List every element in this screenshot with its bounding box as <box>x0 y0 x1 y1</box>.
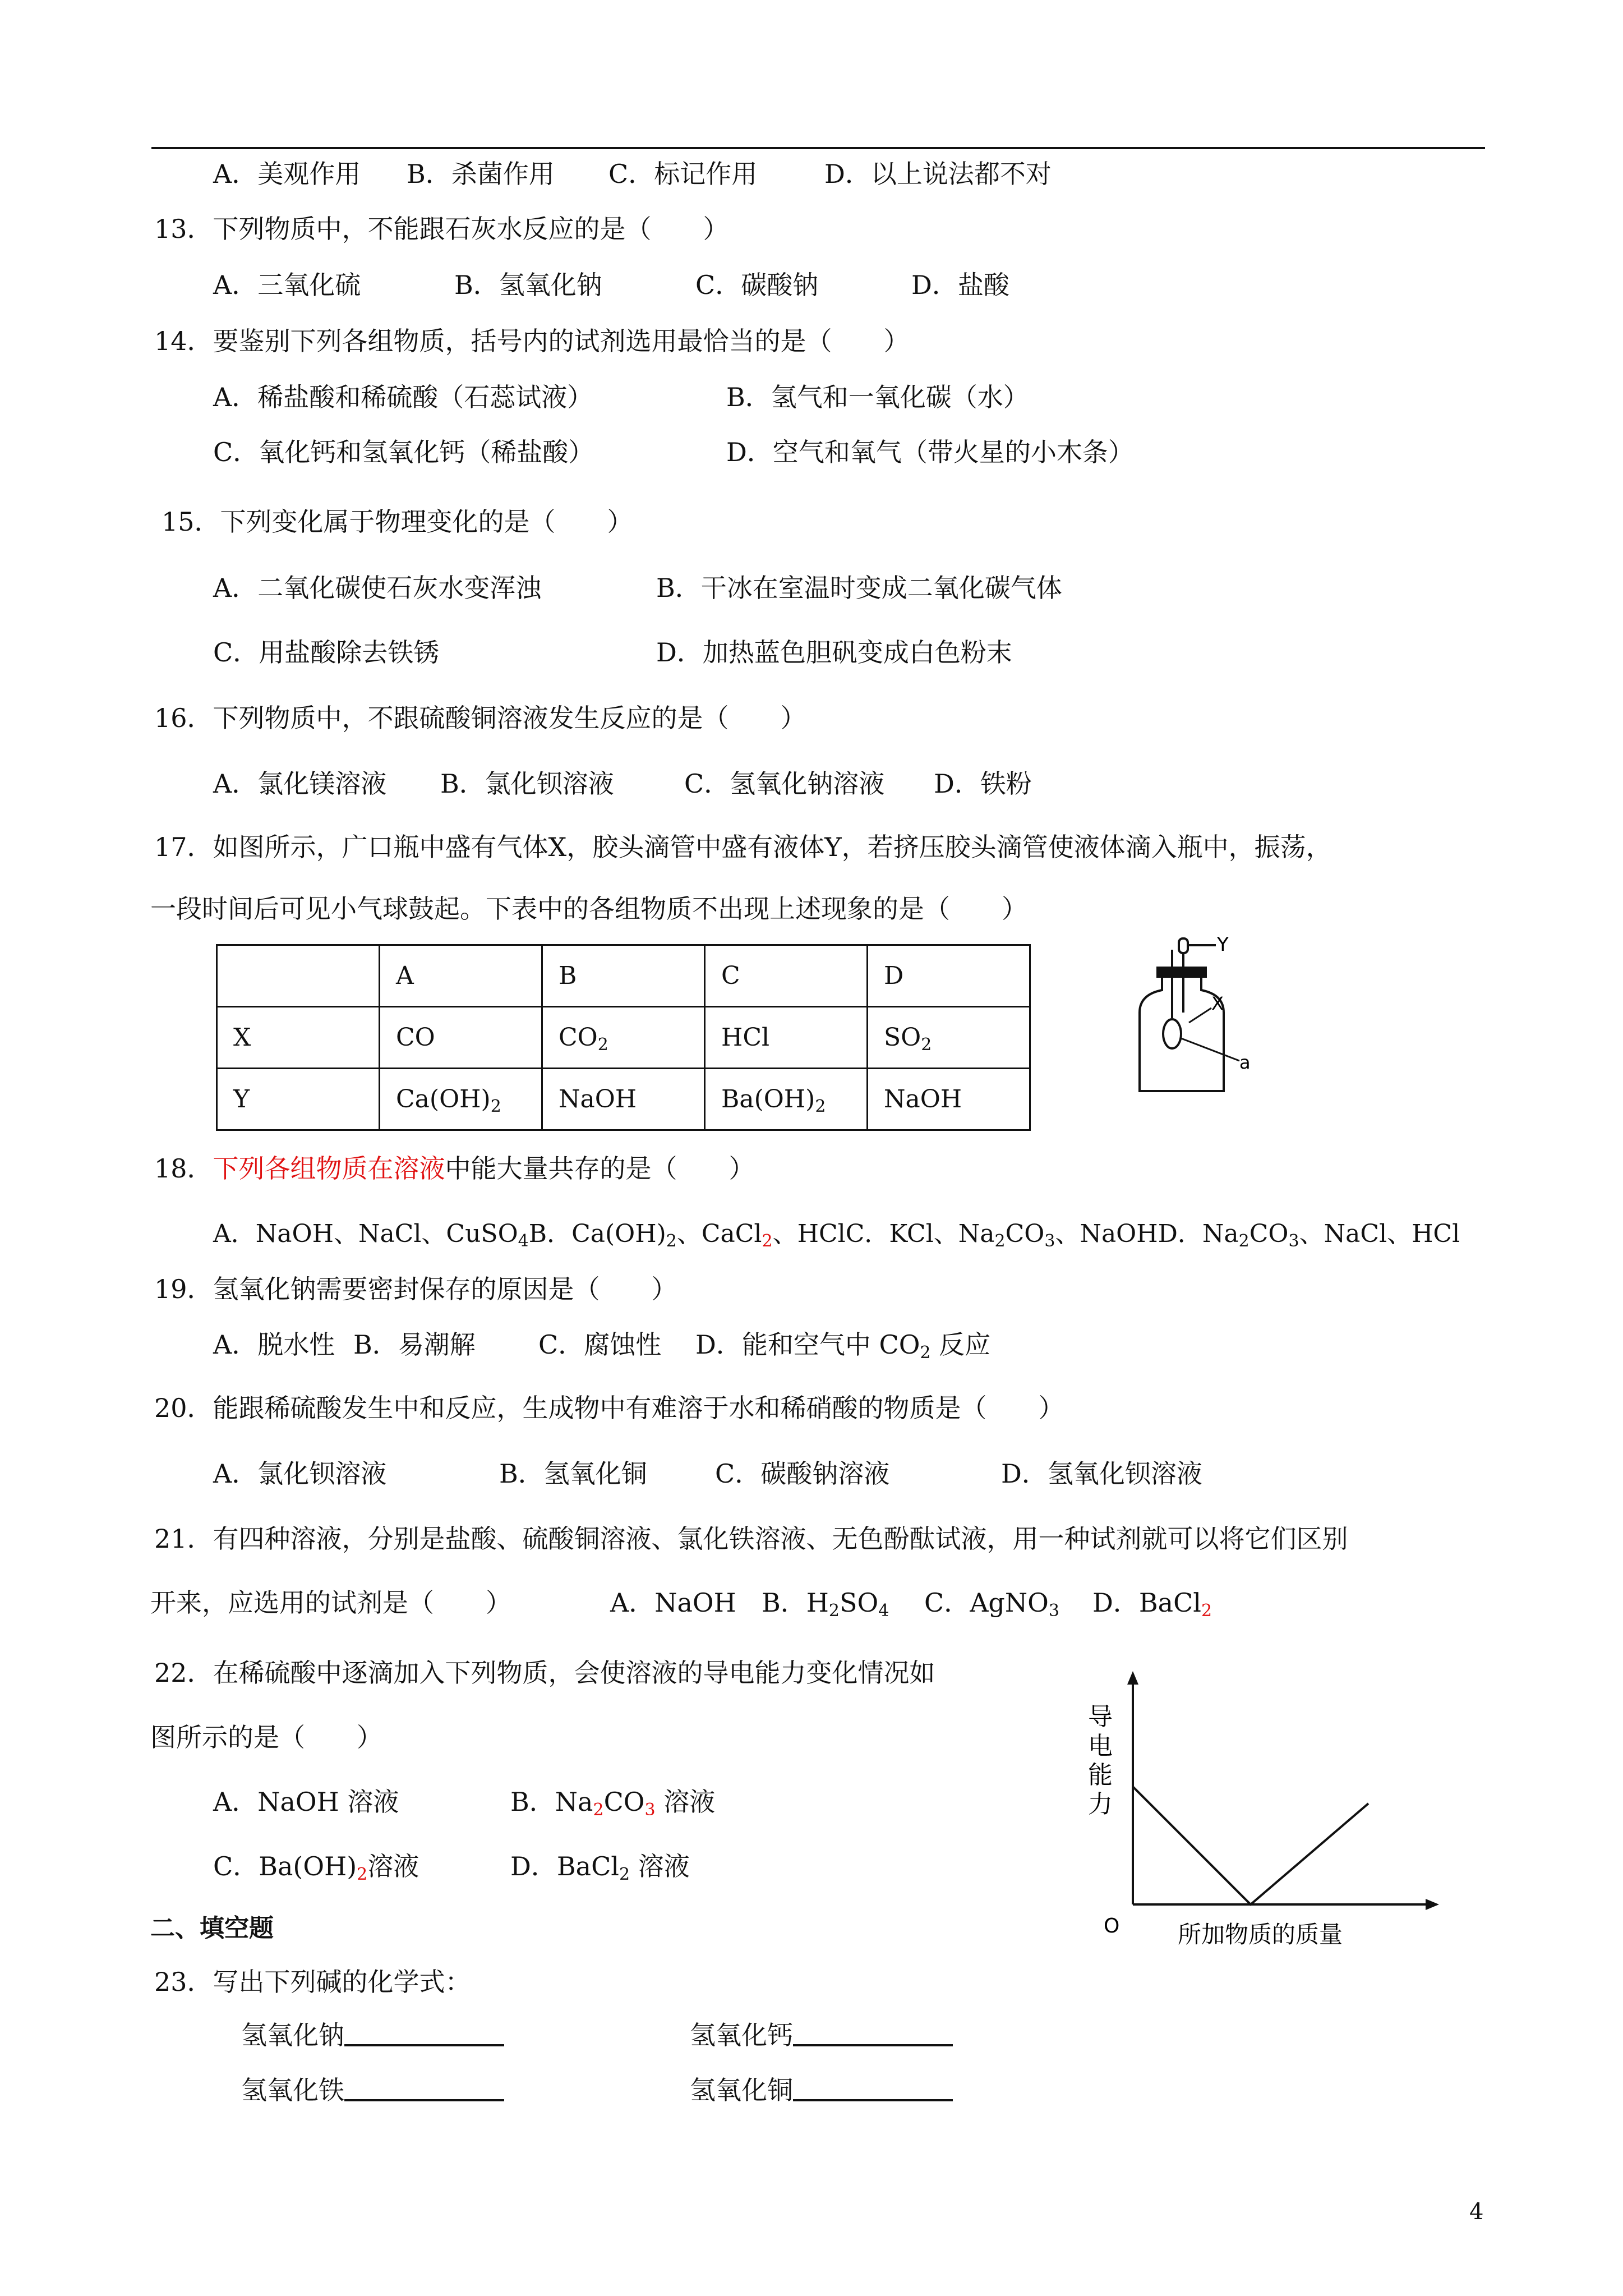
q22-option-d <box>510 1849 690 1883</box>
q22-stem-line2: 图所示的是（ ） <box>150 1722 382 1752</box>
table-cell: D <box>868 945 1030 1007</box>
formula-main: CO <box>1249 1220 1289 1248</box>
formula-main: 溶液 <box>630 1851 690 1881</box>
formula-main: C．Ba(OH) <box>213 1851 357 1881</box>
q15-option-a: A．二氧化碳使石灰水变浑浊 <box>213 573 542 603</box>
y-axis-arrow <box>1127 1671 1138 1685</box>
formula-main: Ca(OH) <box>396 1085 491 1114</box>
q17-stem-line2: 一段时间后可见小气球鼓起。下表中的各组物质不出现上述现象的是（ ） <box>150 894 1027 924</box>
q13-option-d: D．盐酸 <box>911 270 1009 300</box>
formula-subscript: 2 <box>762 1231 773 1251</box>
table-cell <box>868 1007 1030 1069</box>
q19-option-b: B．易潮解 <box>353 1329 476 1360</box>
formula-main: 溶液 <box>655 1787 716 1817</box>
formula-subscript: 2 <box>1201 1601 1212 1621</box>
q21-option-b <box>762 1586 924 1619</box>
q17-apparatus-figure <box>1127 928 1273 1108</box>
q15-option-d: D．加热蓝色胆矾变成白色粉末 <box>656 637 1012 668</box>
formula-main: CO <box>559 1023 598 1052</box>
formula-subscript: 4 <box>878 1601 889 1621</box>
table-cell: HCl <box>705 1007 868 1069</box>
q14-options-cd <box>213 435 1134 469</box>
q23-item-label: 氢氧化铜 <box>690 2075 793 2105</box>
formula-subscript: 3 <box>1288 1231 1299 1251</box>
formula-main: D．BaCl <box>1092 1588 1202 1618</box>
ylabel-char: 电 <box>1088 1732 1113 1760</box>
table-cell: Y <box>217 1069 380 1130</box>
q15-stem: 15．下列变化属于物理变化的是（ ） <box>162 507 633 537</box>
table-cell: NaOH <box>542 1069 705 1130</box>
small-balloon <box>1163 1019 1181 1048</box>
ylabel-char: 导 <box>1088 1703 1113 1731</box>
table-cell: B <box>542 945 705 1007</box>
q14-option-a: A．稀盐酸和稀硫酸（石蕊试液） <box>213 382 593 412</box>
q15-option-c: C．用盐酸除去铁锈 <box>213 637 440 668</box>
q23-item-label: 氢氧化铁 <box>241 2075 344 2105</box>
x-pointer-line <box>1189 1008 1211 1023</box>
q21-stem-line2-with-options <box>150 1586 1212 1619</box>
q20-stem: 20．能跟稀硫酸发生中和反应，生成物中有难溶于水和稀硝酸的物质是（ ） <box>154 1393 1064 1423</box>
q14-option-c: C．氧化钙和氢氧化钙（稀盐酸） <box>213 437 594 467</box>
q17-table <box>216 944 1031 1131</box>
table-cell: X <box>217 1007 380 1069</box>
formula-subscript: 2 <box>357 1865 368 1884</box>
q19-option-a: A．脱水性 <box>213 1329 335 1360</box>
q23-row-1 <box>241 2018 953 2052</box>
xlabel: 所加物质的质量 <box>1178 1921 1343 1948</box>
q16-options <box>213 767 1032 800</box>
q16-option-b: B．氯化钡溶液 <box>440 769 614 799</box>
table-row <box>217 1007 1030 1069</box>
q14-options-ab <box>213 380 1029 414</box>
formula-subscript: 2 <box>1238 1231 1249 1251</box>
answer-blank[interactable] <box>344 2018 504 2046</box>
table-cell <box>542 1007 705 1069</box>
q20-option-d: D．氢氧化钡溶液 <box>1001 1458 1202 1489</box>
formula-main: D．Na <box>1158 1220 1239 1248</box>
q16-option-a: A．氯化镁溶液 <box>213 769 387 799</box>
formula-main: C．KCl、Na <box>845 1220 995 1248</box>
ylabel-char: 能 <box>1088 1761 1113 1789</box>
formula-main: 、NaOH <box>1055 1220 1158 1248</box>
formula-main: 、NaCl、HCl <box>1299 1220 1460 1248</box>
formula-main: CO <box>603 1787 645 1817</box>
formula-main: B．H <box>762 1588 829 1618</box>
formula-main: B．Ca(OH) <box>528 1220 666 1248</box>
header-rule <box>151 147 1485 149</box>
label-y: Y <box>1217 933 1229 956</box>
formula-main: 溶液 <box>367 1851 419 1881</box>
q16-option-c: C．氢氧化钠溶液 <box>684 769 885 799</box>
formula-subscript: 3 <box>644 1800 656 1820</box>
conductivity-line <box>1133 1787 1368 1904</box>
q20-option-c: C．碳酸钠溶液 <box>715 1458 890 1489</box>
q13-options <box>213 268 1009 302</box>
formula-main: SO <box>840 1588 879 1618</box>
q18-stem-highlight: 下列各组物质在溶液 <box>213 1153 445 1184</box>
q22-option-a: A．NaOH 溶液 <box>213 1787 399 1817</box>
formula-subscript: 2 <box>921 1035 932 1055</box>
formula-main: CO <box>1005 1220 1045 1248</box>
q22-options-cd <box>213 1849 690 1883</box>
q20-option-a: A．氯化钡溶液 <box>213 1458 387 1489</box>
q12-option-b: B．杀菌作用 <box>407 159 555 189</box>
answer-blank[interactable] <box>793 2073 953 2101</box>
formula-main: Ba(OH) <box>721 1085 815 1114</box>
table-cell: C <box>705 945 868 1007</box>
q18-option-a <box>213 1220 529 1251</box>
q21-stem-line2: 开来，应选用的试剂是（ ） <box>150 1588 511 1618</box>
table-cell <box>217 945 380 1007</box>
q15-options-cd <box>213 636 1012 669</box>
formula-subscript: 2 <box>593 1800 604 1820</box>
q12-option-d: D．以上说法都不对 <box>824 159 1052 189</box>
formula-main: D．能和空气中 CO <box>695 1329 920 1360</box>
q18-options <box>213 1217 1460 1251</box>
q13-stem: 13．下列物质中，不能跟石灰水反应的是（ ） <box>154 214 729 244</box>
formula-subscript: 2 <box>619 1865 630 1884</box>
formula-main: 反应 <box>930 1329 991 1360</box>
formula-subscript: 2 <box>490 1097 501 1116</box>
table-cell: A <box>380 945 542 1007</box>
a-pointer-line <box>1181 1038 1239 1061</box>
formula-subscript: 2 <box>666 1231 677 1251</box>
q12-option-c: C．标记作用 <box>608 159 758 189</box>
q18-option-d <box>1158 1220 1460 1251</box>
q12-option-a: A．美观作用 <box>213 159 361 189</box>
formula-subscript: 2 <box>994 1231 1006 1251</box>
table-cell: CO <box>380 1007 542 1069</box>
q23-item <box>241 2073 690 2107</box>
formula-subscript: 3 <box>1044 1231 1055 1251</box>
q18-stem-rest: 中能大量共存的是（ ） <box>445 1153 755 1184</box>
q15-options-ab <box>213 571 1062 605</box>
q12-options <box>213 157 1052 191</box>
q22-option-c <box>213 1849 510 1883</box>
q22-option-b <box>510 1785 715 1819</box>
formula-main: D．BaCl <box>510 1851 620 1881</box>
q19-stem: 19．氢氧化钠需要密封保存的原因是（ ） <box>154 1274 677 1304</box>
q21-option-a: A．NaOH <box>610 1588 736 1618</box>
q15-option-b: B．干冰在室温时变成二氧化碳气体 <box>656 573 1062 603</box>
table-cell: NaOH <box>868 1069 1030 1130</box>
q13-option-c: C．碳酸钠 <box>695 270 819 300</box>
formula-subscript: 2 <box>920 1343 931 1363</box>
q22-stem-line1: 22．在稀硫酸中逐滴加入下列物质，会使溶液的导电能力变化情况如 <box>154 1658 935 1688</box>
q13-option-a: A．三氧化硫 <box>213 270 361 300</box>
table-cell <box>705 1069 868 1130</box>
q19-option-d <box>695 1328 990 1361</box>
q23-item-label: 氢氧化钠 <box>241 2020 344 2050</box>
q21-option-d <box>1092 1586 1212 1619</box>
stopper <box>1156 967 1207 978</box>
q16-stem: 16．下列物质中，不跟硫酸铜溶液发生反应的是（ ） <box>154 703 806 733</box>
q19-options <box>213 1328 990 1361</box>
formula-subscript: 2 <box>597 1035 608 1055</box>
formula-subscript: 4 <box>518 1231 529 1251</box>
q18-option-b <box>528 1220 846 1251</box>
formula-main: B．Na <box>510 1787 593 1817</box>
q20-options <box>213 1457 1202 1490</box>
q13-option-b: B．氢氧化钠 <box>454 270 602 300</box>
table-row <box>217 945 1030 1007</box>
section-heading: 二、填空题 <box>150 1914 274 1943</box>
q14-stem: 14．要鉴别下列各组物质，括号内的试剂选用最恰当的是（ ） <box>154 326 910 356</box>
q22-conductivity-chart <box>1082 1663 1453 1966</box>
q23-item <box>241 2018 690 2052</box>
table-cell <box>380 1069 542 1130</box>
q23-item-label: 氢氧化钙 <box>690 2020 793 2050</box>
formula-main: A．NaOH、NaCl、CuSO <box>213 1220 518 1248</box>
table-row <box>217 1069 1030 1130</box>
q20-option-b: B．氢氧化铜 <box>499 1458 647 1489</box>
formula-subscript: 3 <box>1048 1601 1059 1621</box>
q18-number: 18． <box>154 1153 213 1184</box>
q14-option-b: B．氢气和一氧化碳（水） <box>726 382 1029 412</box>
q23-stem: 23．写出下列碱的化学式： <box>154 1967 471 1997</box>
q18-stem <box>154 1152 755 1185</box>
q23-item <box>690 2018 953 2052</box>
formula-main: 、CaCl <box>676 1220 762 1248</box>
formula-subscript: 2 <box>815 1097 826 1116</box>
q23-item <box>690 2073 953 2107</box>
answer-blank[interactable] <box>344 2073 504 2101</box>
formula-main: C．AgNO <box>924 1588 1049 1618</box>
formula-main: 、HCl <box>772 1220 846 1248</box>
ylabel-char: 力 <box>1088 1790 1113 1819</box>
page-number: 4 <box>1469 2199 1484 2225</box>
origin-label: O <box>1104 1915 1120 1938</box>
q16-option-d: D．铁粉 <box>934 769 1032 799</box>
formula-main: SO <box>884 1023 921 1052</box>
label-x: X <box>1211 993 1224 1014</box>
q19-option-c: C．腐蚀性 <box>538 1329 662 1360</box>
label-a: a <box>1239 1052 1251 1073</box>
q14-option-d: D．空气和氧气（带火星的小木条） <box>726 437 1134 467</box>
formula-subscript: 2 <box>828 1601 840 1621</box>
answer-blank[interactable] <box>793 2018 953 2046</box>
q23-row-2 <box>241 2073 953 2107</box>
q21-option-c <box>924 1586 1092 1619</box>
q21-stem-line1: 21．有四种溶液，分别是盐酸、硫酸铜溶液、氯化铁溶液、无色酚酞试液，用一种试剂就可以将它们区别 <box>154 1524 1348 1554</box>
dropper-bulb <box>1179 938 1188 953</box>
q22-options-ab <box>213 1785 715 1819</box>
x-axis-arrow <box>1426 1899 1439 1910</box>
q18-option-c <box>845 1220 1158 1251</box>
q17-stem-line1: 17．如图所示，广口瓶中盛有气体X，胶头滴管中盛有液体Y，若挤压胶头滴管使液体滴入瓶中，振荡， <box>154 832 1332 862</box>
